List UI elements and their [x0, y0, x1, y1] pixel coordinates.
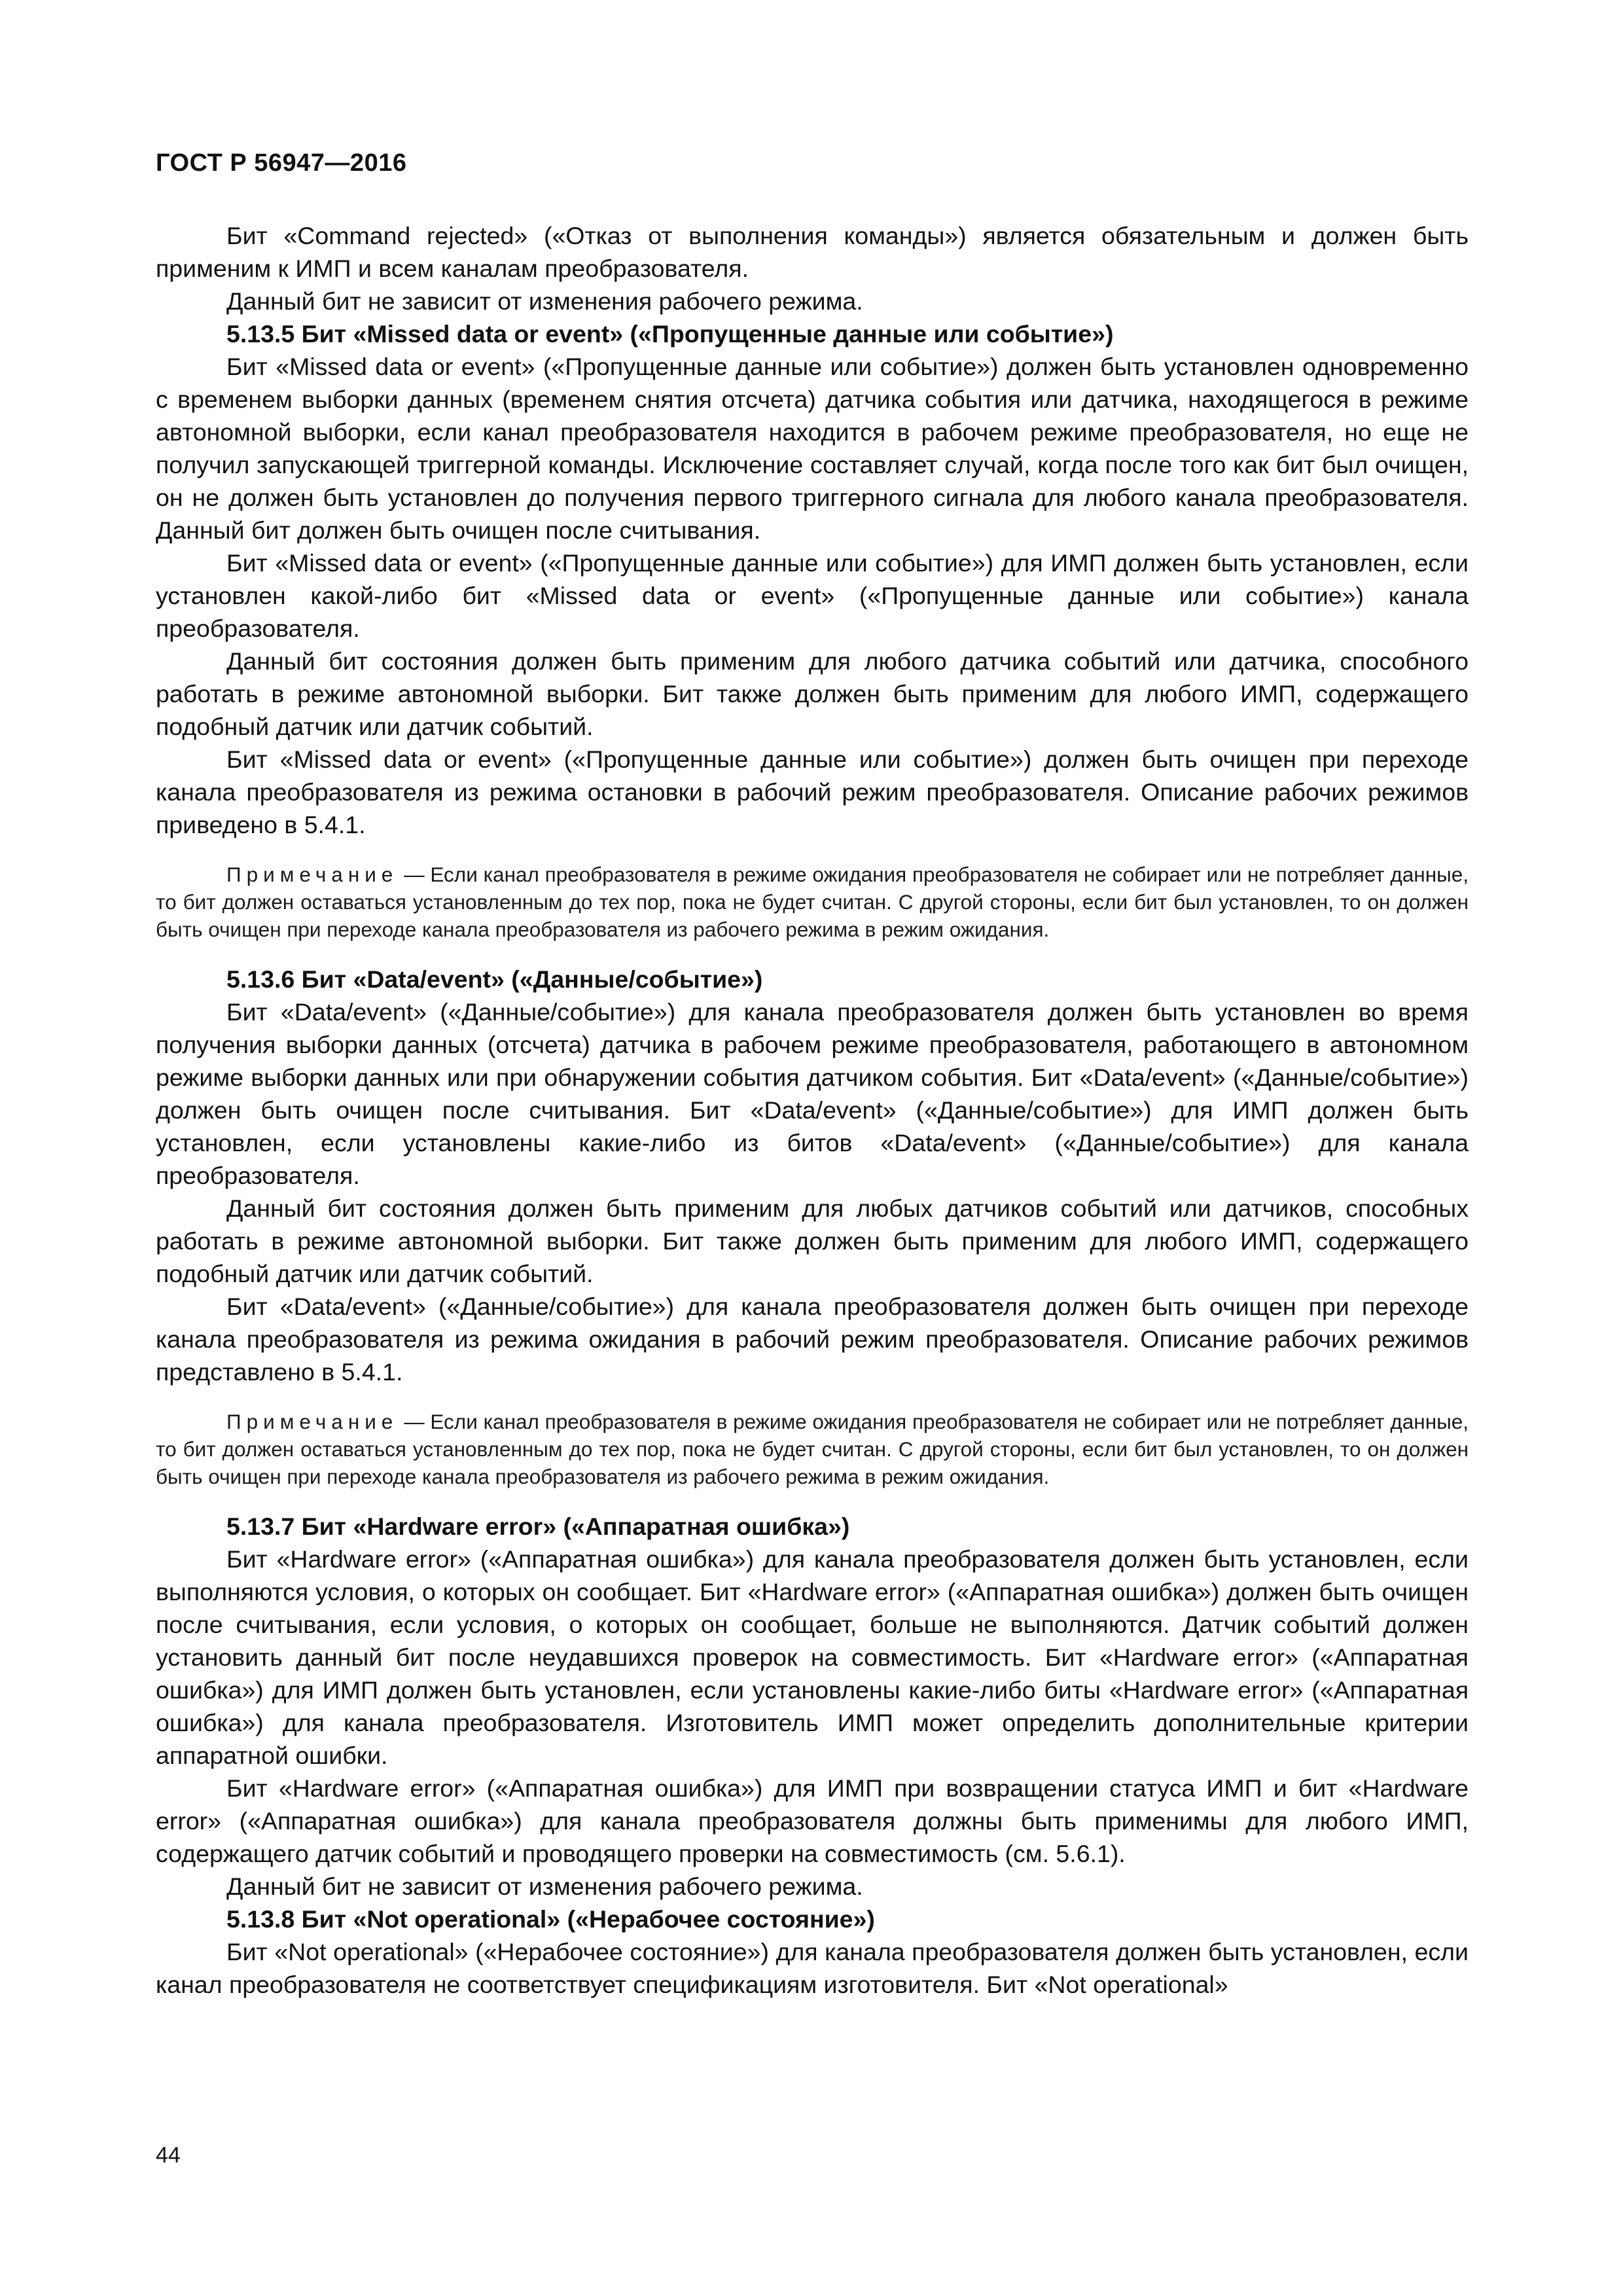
- document-header: ГОСТ Р 56947—2016: [156, 149, 407, 177]
- section-heading-5-13-5: 5.13.5 Бит «Missed data or event» («Пропущенные данные или событие»): [226, 320, 1114, 348]
- paragraph: Данный бит состояния должен быть применим для любых датчиков событий или датчиков, способных работать в режиме автономной выборки. Бит также должен быть применим для любого ИМП, содержащего подобный датчик или датчик событий.: [156, 1194, 1469, 1287]
- paragraph: Данный бит не зависит от изменения рабочего режима.: [226, 287, 863, 315]
- note-text: — Если канал преобразователя в режиме ожидания преобразователя не собирает или не потребляет данные, то бит должен оставаться установленным до тех пор, пока не будет считан. С другой стороны, если бит был установлен, то он должен быть очищен при переходе канала преобразователя из рабочего режима в режим ожидания.: [156, 1410, 1469, 1488]
- paragraph: Данный бит не зависит от изменения рабочего режима.: [226, 1873, 863, 1900]
- paragraph: Данный бит состояния должен быть применим для любого датчика событий или датчика, способного работать в режиме автономной выборки. Бит также должен быть применим для любого ИМП, содержащего подобный датчик или датчик событий.: [156, 647, 1469, 740]
- paragraph: Бит «Hardware error» («Аппаратная ошибка») для ИМП при возвращении статуса ИМП и бит «Hardware error» («Аппаратная ошибка») для канала преобразователя должны быть применимы для любого ИМП, содержащего датчик событий и проводящего проверки на совместимость (см. 5.6.1).: [156, 1774, 1469, 1867]
- note-label: Примечание: [226, 1410, 399, 1433]
- paragraph: Бит «Not operational» («Нерабочее состояние») для канала преобразователя должен быть установлен, если канал преобразователя не соответствует спецификациям изготовителя. Бит «Not operational»: [156, 1938, 1469, 1998]
- paragraph: Бит «Missed data or event» («Пропущенные данные или событие») должен быть установлен одновременно с временем выборки данных (временем снятия отсчета) датчика события или датчика, находящегося в режиме автономной выборки, если канал преобразователя находится в рабочем режиме преобразователя, но еще не получил запускающей триггерной команды. Исключение составляет случай, когда после того как бит был очищен, он не должен быть установлен до получения первого триггерного сигнала для любого канала преобразователя. Данный бит должен быть очищен после считывания.: [156, 353, 1469, 544]
- section-heading-5-13-7: 5.13.7 Бит «Hardware error» («Аппаратная ошибка»): [226, 1513, 850, 1540]
- section-heading-5-13-8: 5.13.8 Бит «Not operational» («Нерабочее состояние»): [226, 1905, 875, 1933]
- paragraph: Бит «Data/event» («Данные/событие») для канала преобразователя должен быть установлен во время получения выборки данных (отсчета) датчика в рабочем режиме преобразователя, работающего в автономном режиме выборки данных или при обнаружении события датчиком события. Бит «Data/event» («Данные/событие») должен быть очищен после считывания. Бит «Data/event» («Данные/событие») для ИМП должен быть установлен, если установлены какие-либо из битов «Data/event» («Данные/событие») для канала преобразователя.: [156, 998, 1469, 1189]
- section-heading-5-13-6: 5.13.6 Бит «Data/event» («Данные/событие»): [226, 965, 763, 993]
- page-number: 44: [156, 2143, 181, 2168]
- paragraph: Бит «Data/event» («Данные/событие») для канала преобразователя должен быть очищен при переходе канала преобразователя из режима ожидания в рабочий режим преобразователя. Описание рабочих режимов представлено в 5.4.1.: [156, 1293, 1469, 1386]
- paragraph: Бит «Command rejected» («Отказ от выполнения команды») является обязательным и должен быть применим к ИМП и всем каналам преобразователя.: [156, 222, 1469, 282]
- note: [156, 1408, 1469, 1490]
- paragraph: Бит «Hardware error» («Аппаратная ошибка») для канала преобразователя должен быть установлен, если выполняются условия, о которых он сообщает. Бит «Hardware error» («Аппаратная ошибка») должен быть очищен после считывания, если условия, о которых он сообщает, больше не выполняются. Датчик событий должен установить данный бит после неудавшихся проверок на совместимость. Бит «Hardware error» («Аппаратная ошибка») для ИМП должен быть установлен, если установлены какие-либо биты «Hardware error» («Аппаратная ошибка») для канала преобразователя. Изготовитель ИМП может определить дополнительные критерии аппаратной ошибки.: [156, 1545, 1469, 1769]
- note-label: Примечание: [226, 863, 399, 886]
- document-page: [156, 149, 1469, 2001]
- paragraph: Бит «Missed data or event» («Пропущенные данные или событие») должен быть очищен при переходе канала преобразователя из режима остановки в рабочий режим преобразователя. Описание рабочих режимов приведено в 5.4.1.: [156, 745, 1469, 838]
- note-text: — Если канал преобразователя в режиме ожидания преобразователя не собирает или не потребляет данные, то бит должен оставаться установленным до тех пор, пока не будет считан. С другой стороны, если бит был установлен, то он должен быть очищен при переходе канала преобразователя из рабочего режима в режим ожидания.: [156, 863, 1469, 941]
- note: [156, 861, 1469, 943]
- paragraph: Бит «Missed data or event» («Пропущенные данные или событие») для ИМП должен быть установлен, если установлен какой-либо бит «Missed data or event» («Пропущенные данные или событие») канала преобразователя.: [156, 549, 1469, 642]
